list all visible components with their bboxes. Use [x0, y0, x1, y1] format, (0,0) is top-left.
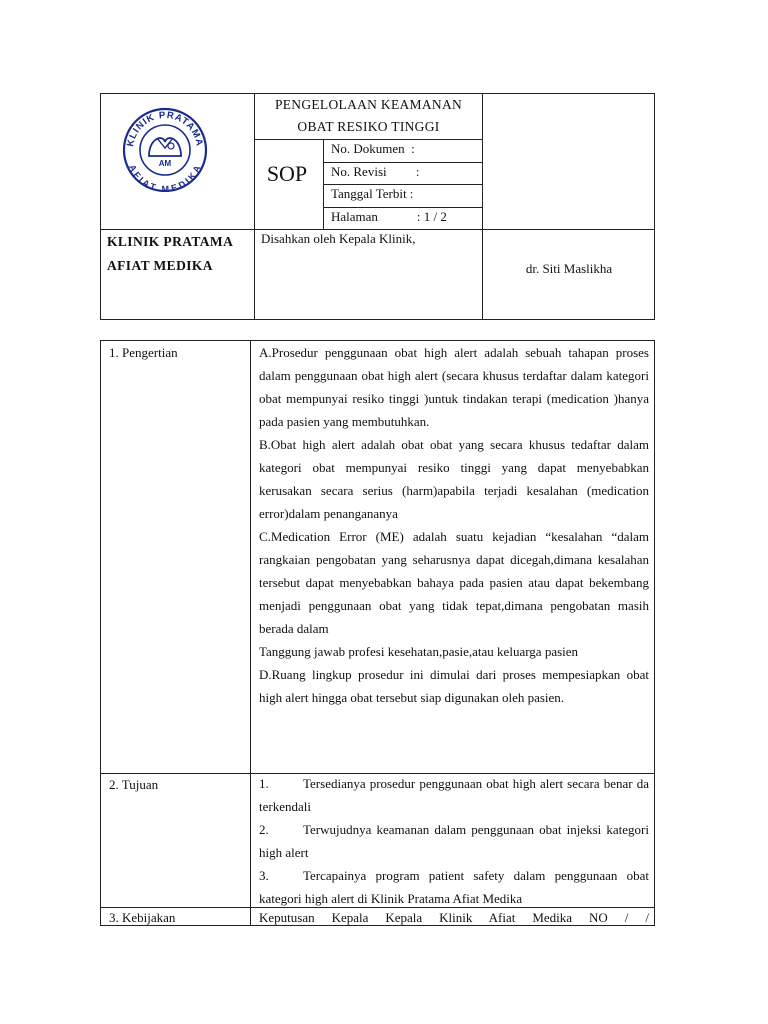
halaman-field: Halaman : 1 / 2 — [331, 209, 447, 224]
tujuan-item-text: Tercapainya program patient safety dalam penggunaan obat kategori high alert di Klinik Pratama Afiat Medika — [259, 868, 649, 906]
tujuan-item-text: Terwujudnya keamanan dalam penggunaan obat injeksi kategori high alert — [259, 822, 649, 860]
logo-center-text: AM — [158, 159, 172, 168]
header-divider — [254, 139, 482, 140]
sop-header-table — [100, 93, 655, 320]
clinic-name — [107, 230, 233, 278]
approval-text: Disahkan oleh Kepala Klinik, — [261, 231, 416, 246]
no-revisi-field: No. Revisi : — [331, 164, 420, 179]
title-line-1: PENGELOLAAN KEAMANAN — [274, 97, 463, 112]
pengertian-content — [259, 341, 649, 709]
sop-label: SOP — [266, 161, 308, 186]
row-label-kebijakan: 3. Kebijakan — [109, 910, 176, 925]
tujuan-item-number: 3. — [259, 868, 269, 883]
clinic-logo-seal-icon — [119, 104, 211, 192]
row-label-tujuan: 2. Tujuan — [109, 777, 159, 792]
header-divider — [323, 207, 482, 208]
tujuan-item-number: 1. — [259, 776, 269, 791]
document-title — [255, 94, 482, 138]
tujuan-item-text: Tersedianya prosedur penggunaan obat high alert secara benar da terkendali — [259, 776, 649, 814]
pengertian-para-d: D.Ruang lingkup prosedur ini dimulai dari proses mempesiapkan obat high alert hingga obat tersebut siap digunakan oleh pasien. — [259, 667, 649, 705]
tujuan-content — [259, 772, 649, 910]
doctor-name: dr. Siti Maslikha — [525, 261, 613, 276]
pengertian-para-c: C.Medication Error (ME) adalah suatu kejadian “kesalahan “dalam rangkaian pengobatan yang seharusnya dapat dicegah,dimana kesalahan tersebut dapat menyebabkan bahaya pada pasien atau dapat bekembang menjadi penggunaan obat yang tidak tepat,dimana pengobatan masih berada dalam — [259, 529, 649, 636]
pengertian-para-c2: Tanggung jawab profesi kesehatan,pasie,atau keluarga pasien — [259, 644, 579, 659]
tujuan-item — [259, 818, 649, 864]
kebijakan-content: Keputusan Kepala Kepala Klinik Afiat Medika NO / / — [259, 910, 649, 925]
header-divider — [323, 184, 482, 185]
tujuan-item — [259, 772, 649, 818]
header-divider — [323, 162, 482, 163]
tujuan-item-number: 2. — [259, 822, 269, 837]
clinic-name-line-1: KLINIK PRATAMA — [107, 234, 234, 249]
logo-top-text: KLINIK PRATAMA — [125, 109, 205, 148]
tanggal-terbit-field: Tanggal Terbit : — [331, 186, 414, 201]
header-divider — [482, 94, 483, 319]
table-divider — [250, 341, 251, 925]
row-label-pengertian: 1. Pengertian — [109, 345, 178, 360]
title-line-2: OBAT RESIKO TINGGI — [297, 119, 440, 134]
tujuan-item — [259, 864, 649, 910]
clinic-logo — [119, 104, 211, 192]
logo-bottom-text: AFIAT MEDIKA — [127, 163, 203, 192]
pengertian-para-a: A.Prosedur penggunaan obat high alert adalah sebuah tahapan proses dalam penggunaan obat high alert (secara khusus terdaftar dalam kategori obat mempunyai resiko tinggi )untuk tindakan terapi (medication )hanya pada pasien yang membutuhkan. — [259, 345, 649, 429]
pengertian-para-b: B.Obat high alert adalah obat obat yang secara khusus tedaftar dalam kategori obat mempunyai resiko tinggi yang dapat menyebabkan kerusakan secara serius (harm)apabila terjadi kesalahan (medication error)dalam penangananya — [259, 437, 649, 521]
no-dokumen-field: No. Dokumen : — [331, 141, 415, 156]
sop-content-table — [100, 340, 655, 926]
clinic-name-line-2: AFIAT MEDIKA — [107, 258, 213, 273]
